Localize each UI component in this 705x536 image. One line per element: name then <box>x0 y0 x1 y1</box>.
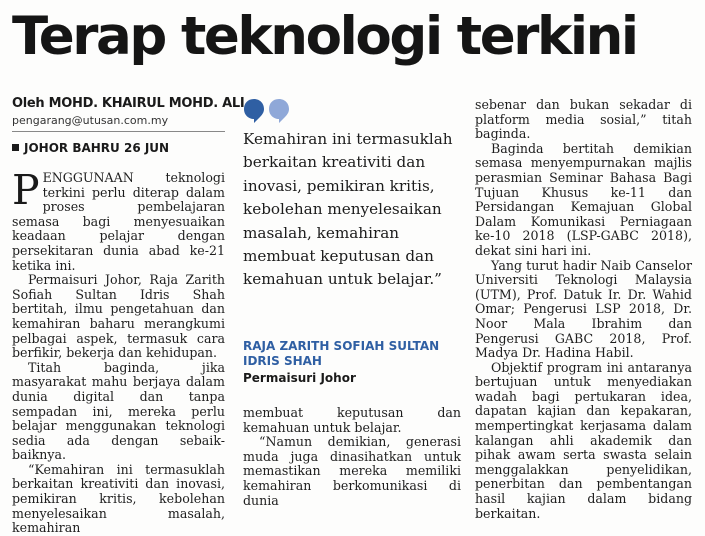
quote-attribution-role: Permaisuri Johor <box>243 371 356 385</box>
article-column-3 <box>475 98 692 521</box>
article-column-2 <box>243 406 461 508</box>
paragraph: Yang turut hadir Naib Canselor Universiti Teknologi Malaysia (UTM), Prof. Datuk Ir. Dr. Wahid Omar; Pengerusi LSP 2018, Dr. Noor Mala Ibrahim dan Pengerusi GABC 2018, Prof. Madya Dr. Hadina Habil. <box>475 257 692 361</box>
square-bullet-icon <box>12 144 19 151</box>
paragraph-text: ENGGUNAAN teknologi terkini perlu diterap dalam proses pembelajaran semasa bagi menyesuaikan keadaan pelajar dengan persekitaran dunia abad ke-21 ketika ini. <box>12 170 225 273</box>
paragraph: Permaisuri Johor, Raja Zarith Sofiah Sultan Idris Shah bertitah, ilmu pengetahuan dan kemahiran baharu merangkumi pelbagai aspek, termasuk cara berfikir, bekerja dan kehidupan. <box>12 272 225 361</box>
paragraph: “Kemahiran ini termasuklah berkaitan kreativiti dan inovasi, pemikiran kritis, kebolehan menyelesaikan masalah, kemahiran <box>12 461 225 536</box>
paragraph: Titah baginda, jika masyarakat mahu berjaya dalam dunia digital dan tanpa sempadan ini, mereka perlu belajar menggunakan teknologi sedia ada dengan sebaik-baiknya. <box>12 359 225 463</box>
byline-author: Oleh MOHD. KHAIRUL MOHD. ALI <box>12 96 245 111</box>
dateline-text: JOHOR BAHRU 26 JUN <box>24 141 170 155</box>
paragraph: membuat keputusan dan kemahuan untuk belajar. <box>243 405 461 435</box>
dateline <box>12 141 169 155</box>
pull-quote: Kemahiran ini termasuklah berkaitan kreativiti dan inovasi, pemikiran kritis, kebolehan menyelesaikan masalah, kemahiran membuat keputusan dan kemahuan untuk belajar.” <box>243 130 453 289</box>
paragraph: Objektif program ini antaranya bertujuan untuk menyediakan wadah bagi pertukaran idea, dapatan kajian dan kepakaran, mempertingkat kerjasama dalam kalangan ahli akademik dan pihak awam serta swasta selain menggalakkan penyelidikan, penerbitan dan pembentangan hasil kajian dalam bidang berkaitan. <box>475 359 692 521</box>
paragraph: Baginda bertitah demikian semasa menyempurnakan majlis perasmian Seminar Bahasa Bagi Tujuan Khusus ke-11 dan Persidangan Kemajuan Global Dalam Komunikasi Perniagaan ke-10 2018 (LSP-GABC 2018), dekat sini hari ini. <box>475 140 692 258</box>
headline: Terap teknologi terkini <box>12 6 637 67</box>
article-column-1 <box>12 166 225 536</box>
byline-divider <box>12 131 225 132</box>
quote-attribution-name: RAJA ZARITH SOFIAH SULTAN IDRIS SHAH <box>243 339 440 368</box>
paragraph <box>12 166 225 273</box>
byline-email: pengarang@utusan.com.my <box>12 114 169 127</box>
drop-cap: P <box>12 166 40 214</box>
paragraph: “Namun demikian, generasi muda juga dinasihatkan untuk memastikan mereka memiliki kemahiran berkomunikasi di dunia <box>243 434 461 508</box>
quote-icon <box>243 98 291 124</box>
paragraph: sebenar dan bukan sekadar di platform media sosial,” titah baginda. <box>475 97 692 142</box>
